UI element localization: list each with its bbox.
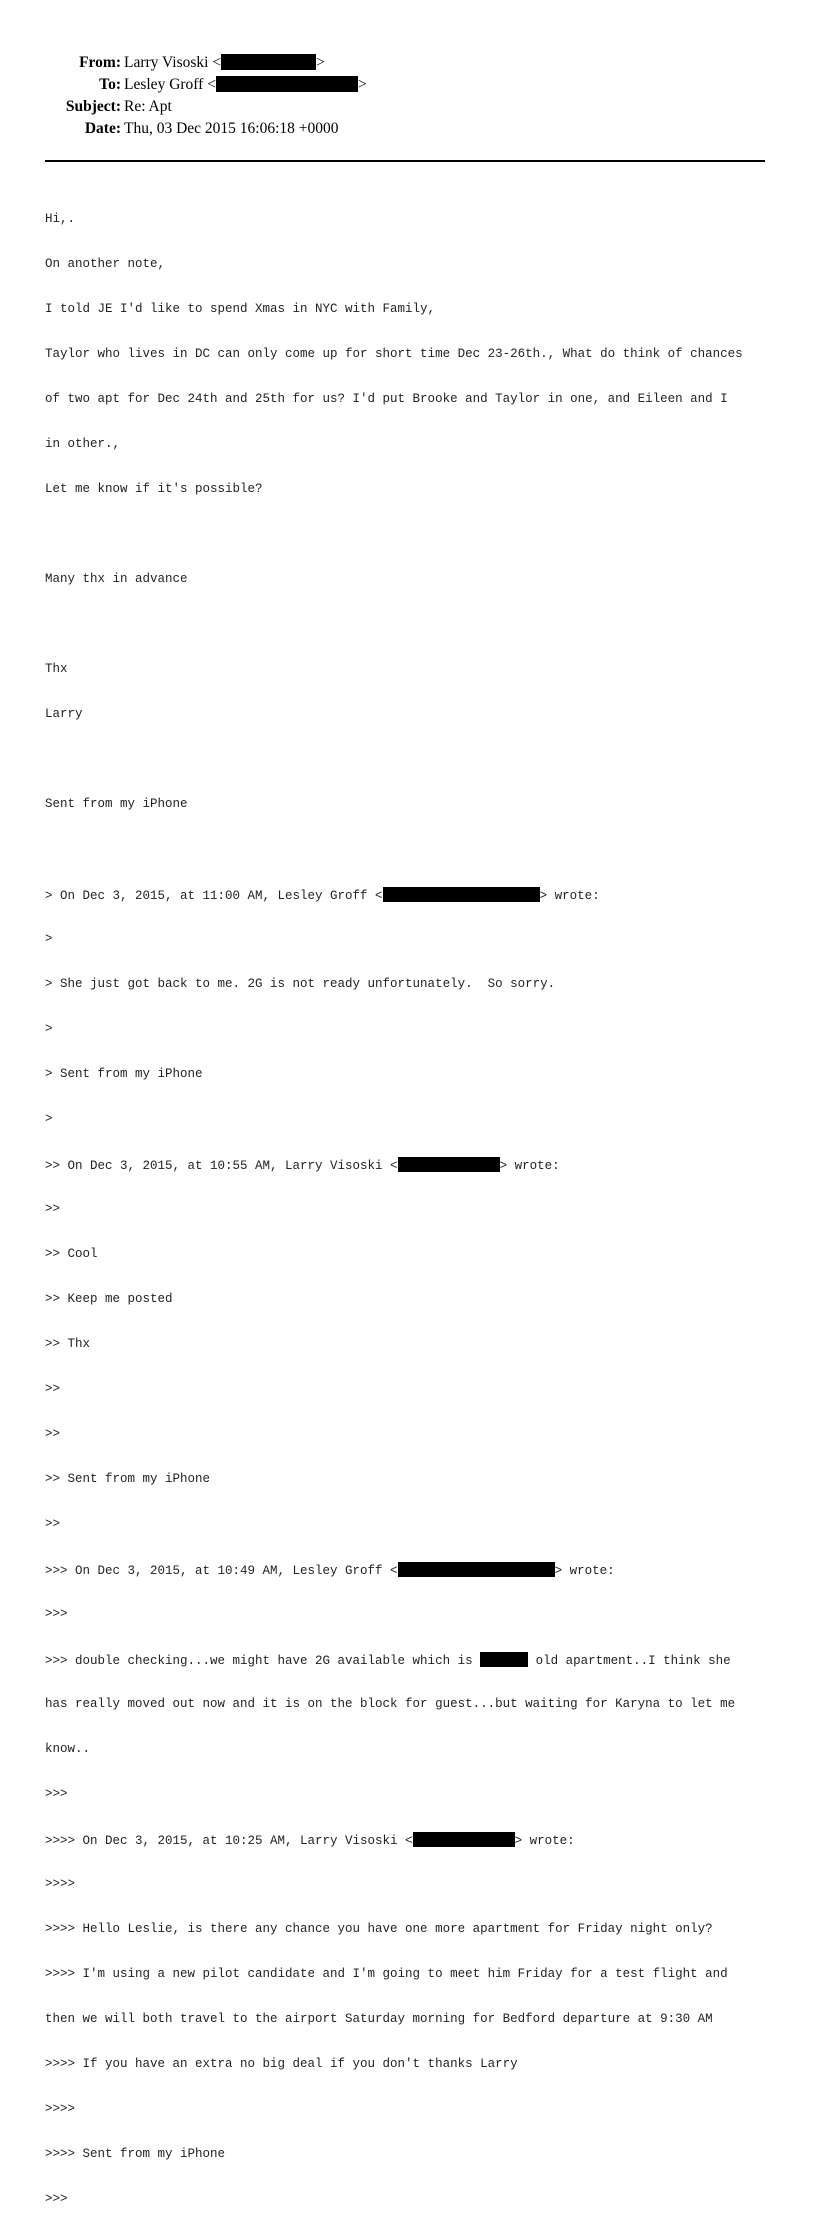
- quoted-text: > wrote:: [554, 1564, 615, 1578]
- quoted-line: >>>: [45, 2192, 68, 2206]
- quoted-line: [45, 1652, 785, 1667]
- quoted-line: >>>> Hello Leslie, is there any chance you have one more apartment for Friday night only?: [45, 1922, 713, 1936]
- body-line: Let me know if it's possible?: [45, 482, 263, 496]
- quoted-line: then we will both travel to the airport Saturday morning for Bedford departure at 9:30 AM: [45, 2012, 713, 2026]
- body-line: Sent from my iPhone: [45, 797, 188, 811]
- to-value: [124, 74, 367, 96]
- quoted-attribution-line: [45, 1832, 785, 1847]
- quoted-line: >> Thx: [45, 1337, 91, 1351]
- quoted-line: know..: [45, 1742, 91, 1756]
- to-close: >: [357, 76, 367, 93]
- quoted-line: > Sent from my iPhone: [45, 1067, 203, 1081]
- quoted-line: >>>> I'm using a new pilot candidate and I'm going to meet him Friday for a test flight and: [45, 1967, 728, 1981]
- body-line: Thx: [45, 662, 68, 676]
- quoted-line: >>>>: [45, 1877, 76, 1891]
- quoted-line: >: [45, 932, 53, 946]
- redacted-to-email: [216, 76, 358, 92]
- quoted-line: > She just got back to me. 2G is not ready unfortunately. So sorry.: [45, 977, 556, 991]
- body-line: of two apt for Dec 24th and 25th for us? I'd put Brooke and Taylor in one, and Eileen and I: [45, 392, 728, 406]
- subject-label: Subject:: [65, 98, 121, 115]
- body-line: in other.,: [45, 437, 121, 451]
- redacted-email: [383, 887, 540, 902]
- quoted-text: >>>> On Dec 3, 2015, at 10:25 AM, Larry Visoski <: [45, 1834, 413, 1848]
- redacted-email: [413, 1832, 515, 1847]
- quoted-line: >>: [45, 1517, 61, 1531]
- quoted-attribution-line: [45, 1157, 785, 1172]
- blank-line: [45, 842, 785, 857]
- quoted-line: >>>> If you have an extra no big deal if you don't thanks Larry: [45, 2057, 518, 2071]
- quoted-line: >>>>: [45, 2102, 76, 2116]
- redacted-from-email: [221, 54, 316, 70]
- blank-line: [45, 617, 785, 632]
- quoted-line: >>: [45, 1427, 61, 1441]
- quoted-line: >>: [45, 1202, 61, 1216]
- quoted-attribution-line: [45, 1562, 785, 1577]
- to-name: Lesley Groff <: [124, 76, 216, 93]
- body-line: Hi,.: [45, 212, 76, 226]
- body-line: Taylor who lives in DC can only come up for short time Dec 23-26th., What do think of chances: [45, 347, 743, 361]
- quoted-line: >>>: [45, 1607, 68, 1621]
- to-label: To:: [99, 76, 121, 93]
- quoted-line: >> Keep me posted: [45, 1292, 173, 1306]
- from-value: [124, 52, 325, 74]
- quoted-text: > wrote:: [539, 889, 600, 903]
- quoted-line: >> Cool: [45, 1247, 98, 1261]
- quoted-line: >: [45, 1022, 53, 1036]
- subject-value: Re: Apt: [124, 98, 172, 115]
- quoted-text: >>> double checking...we might have 2G available which is: [45, 1654, 481, 1668]
- body-line: I told JE I'd like to spend Xmas in NYC with Family,: [45, 302, 436, 316]
- quoted-text: >> On Dec 3, 2015, at 10:55 AM, Larry Visoski <: [45, 1159, 398, 1173]
- body-line: On another note,: [45, 257, 166, 271]
- quoted-attribution-line: [45, 887, 785, 902]
- from-name: Larry Visoski <: [124, 54, 222, 71]
- quoted-line: has really moved out now and it is on the block for guest...but waiting for Karyna to let me: [45, 1697, 736, 1711]
- body-line: Many thx in advance: [45, 572, 188, 586]
- quoted-line: >>>: [45, 1787, 68, 1801]
- quoted-line: >>: [45, 1382, 61, 1396]
- quoted-line: >: [45, 1112, 53, 1126]
- redacted-email: [398, 1157, 500, 1172]
- quoted-line: >>>> Sent from my iPhone: [45, 2147, 226, 2161]
- quoted-line: >> Sent from my iPhone: [45, 1472, 211, 1486]
- body-line: Larry: [45, 707, 83, 721]
- quoted-text: > wrote:: [514, 1834, 575, 1848]
- quoted-text: > wrote:: [499, 1159, 560, 1173]
- blank-line: [45, 527, 785, 542]
- redacted-name: [480, 1652, 528, 1667]
- from-close: >: [316, 54, 325, 71]
- redacted-email: [398, 1562, 555, 1577]
- quoted-text: > On Dec 3, 2015, at 11:00 AM, Lesley Groff <: [45, 889, 383, 903]
- from-label: From:: [79, 54, 121, 71]
- quoted-text: old apartment..I think she: [528, 1654, 731, 1668]
- blank-line: [45, 752, 785, 767]
- header-divider: [45, 160, 765, 162]
- date-value: Thu, 03 Dec 2015 16:06:18 +0000: [124, 120, 339, 137]
- email-body: [45, 182, 785, 2222]
- date-label: Date:: [84, 120, 121, 137]
- quoted-text: >>> On Dec 3, 2015, at 10:49 AM, Lesley Groff <: [45, 1564, 398, 1578]
